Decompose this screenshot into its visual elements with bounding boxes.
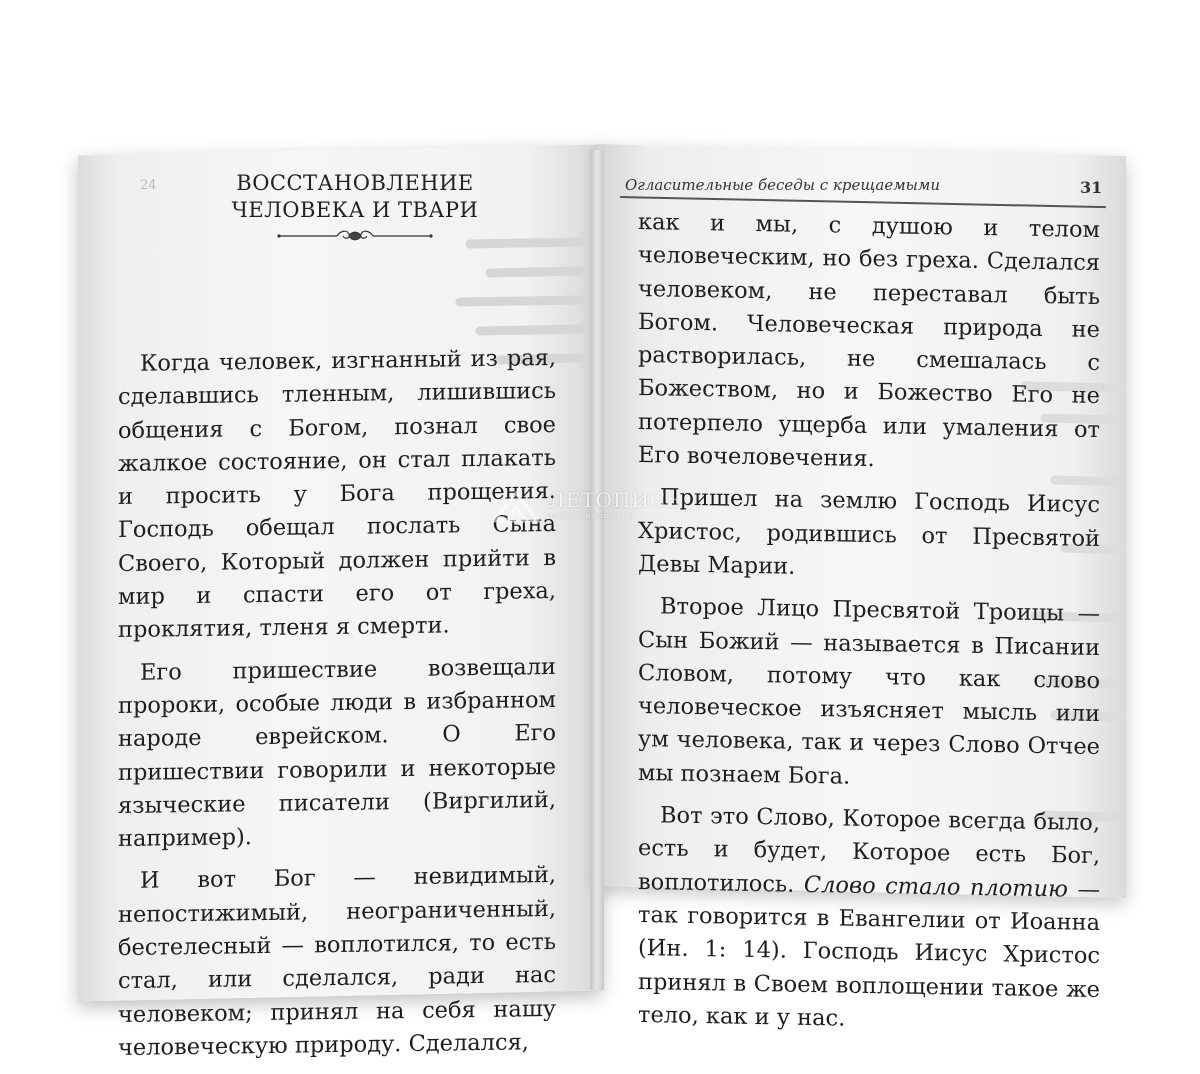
running-head: Огласительные беседы с крещаемыми [625, 176, 940, 194]
watermark-title: ЛЕТОПИСЬ [548, 488, 681, 512]
right-paragraph-4 [638, 799, 1100, 1040]
book-spine [590, 150, 604, 990]
chapter-title-line-2: ЧЕЛОВЕКА И ТВАРИ [231, 198, 479, 222]
watermark-subtitle: интернет-магазин книг [548, 512, 636, 520]
right-paragraph-3: Второе Лицо Пресвятой Троицы — Сын Божий — называется в Писании Словом, потому что как слово человеческое изъясняет мысль или ум человека, так и через Слово Отчее мы познаем Бога. [638, 593, 1100, 790]
chapter-title [195, 170, 515, 224]
right-page-number: 31 [1080, 178, 1103, 197]
right-paragraph-4-start: Вот это Слово, Которое всегда было, есть и будет, Которое есть Бог, воплотилось. [638, 802, 1100, 898]
title-ornament [275, 228, 435, 244]
right-paragraph-2: Пришел на землю Господь Иисус Христос, родившись от Пресвятой Девы Марии. [638, 484, 1100, 580]
chapter-title-line-1: ВОССТАНОВЛЕНИЕ [236, 171, 474, 195]
left-paragraph-3: И вот Бог — невидимый, непостижимый, неограниченный, бестелесный — воплотился, то есть стал, или сделался, ради нас человеком; принял на себя нашу человеческую природу. Сделался, [118, 862, 556, 1061]
left-paragraph-2: Его пришествие возвещали пророки, особые люди в избранном народе еврейском. О Его пришествии говорили и некоторые языческие писатели (Виргилий, например). [118, 653, 556, 853]
left-page-body [118, 342, 556, 1074]
store-watermark [490, 487, 690, 527]
scripture-quote: Слово стало плотию [803, 871, 1068, 903]
right-page-body [638, 206, 1100, 1049]
right-paragraph-4-end: — так говорится в Евангелии от Иоанна (Ин. 1: 14). Господь Иисус Христос принял в Своем воплощении такое же тело, как и у нас. [638, 876, 1100, 1032]
left-paragraph-1: Когда человек, изгнанный из рая, сделавшись тленным, лишившись общения с Богом, познал свое жалкое состояние, он стал плакать и просить у Бога прощения. Господь обещал послать Сына Своего, Который должен прийти в мир и спасти его от греха, проклятия, тленя я смерти. [118, 344, 556, 644]
right-paragraph-1: как и мы, с душою и телом человеческим, но без греха. Сделался человеком, не переставал быть Богом. Человеческая природа не растворилась, не смешалась с Божеством, но и Божество Его не потерпело ущерба или умаления от Его вочеловечения. [638, 208, 1100, 473]
watermark-logo-icon [490, 487, 542, 527]
left-page-number: 24 [140, 178, 157, 193]
